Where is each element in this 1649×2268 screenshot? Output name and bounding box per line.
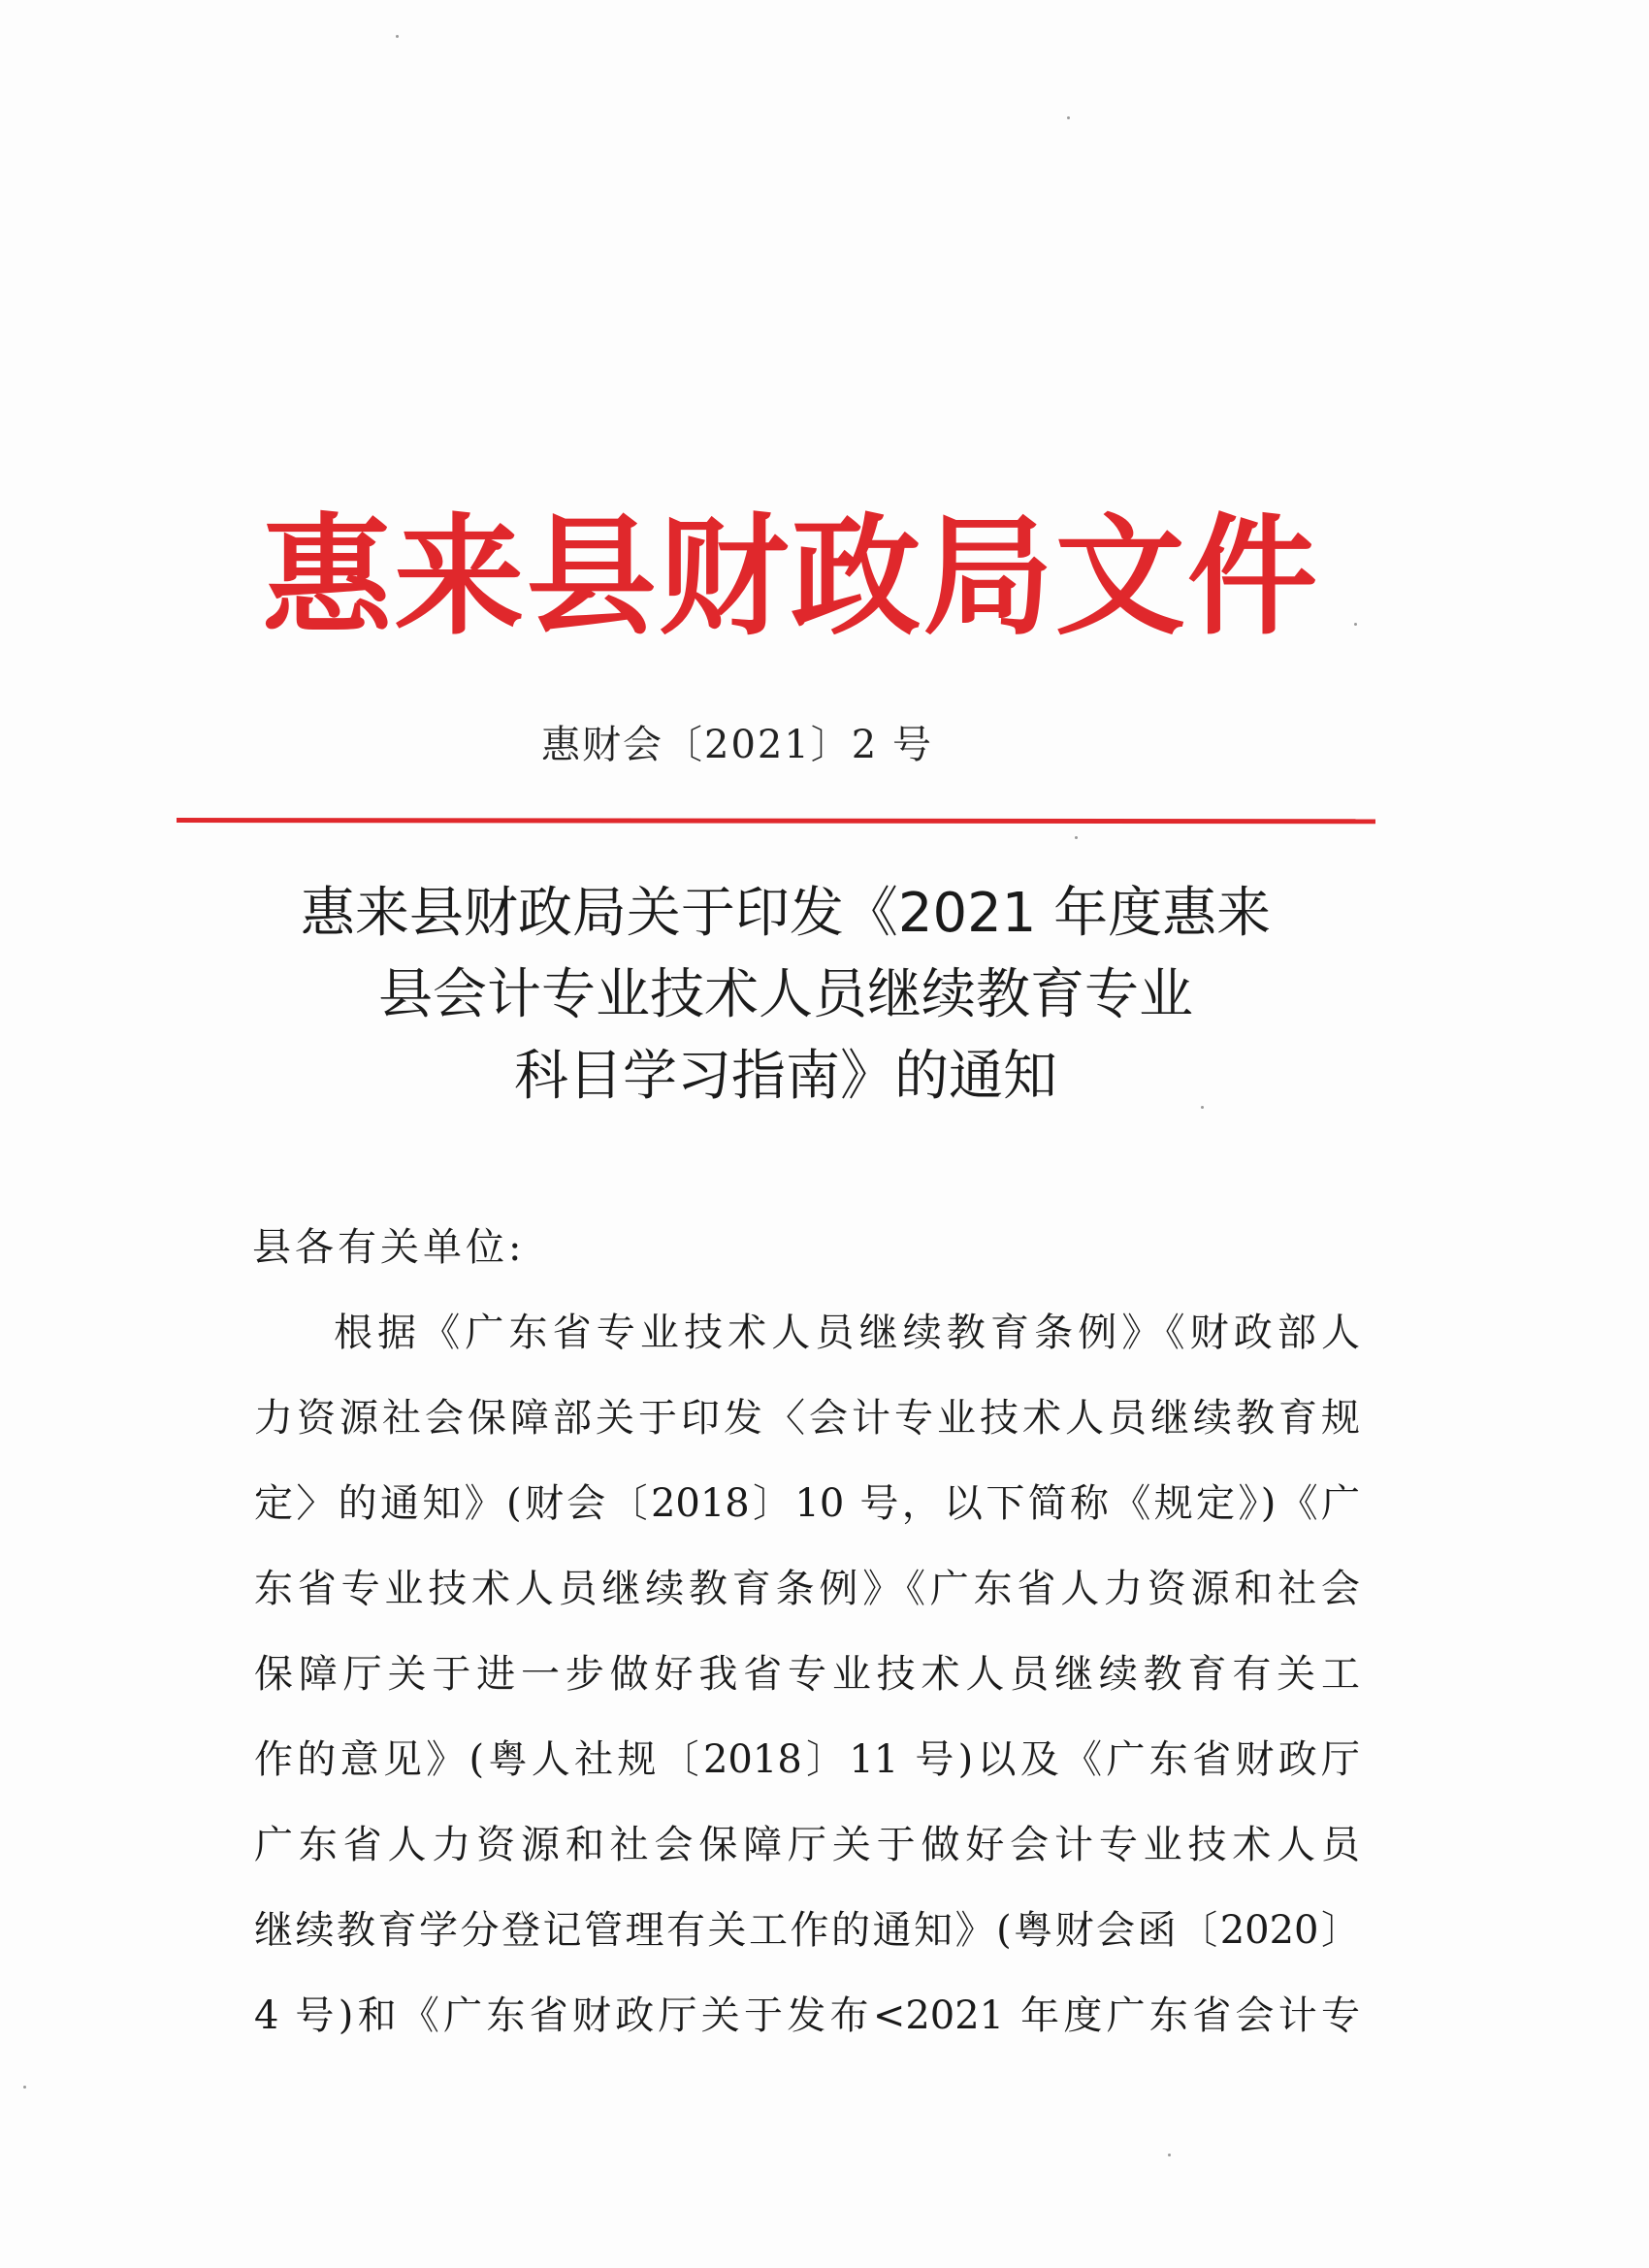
scan-speck — [1354, 623, 1357, 626]
scan-speck — [396, 35, 399, 38]
body-line: 保障厅关于进一步做好我省专业技术人员继续教育有关工 — [254, 1652, 1360, 1697]
salutation: 县各有关单位: — [252, 1225, 526, 1270]
notice-title — [194, 873, 1377, 1118]
title-line: 县会计专业技术人员继续教育专业 — [378, 963, 1193, 1026]
red-divider-line — [177, 818, 1375, 824]
body-line: 广东省人力资源和社会保障厅关于做好会计专业技术人员 — [254, 1823, 1360, 1867]
scan-speck — [1168, 2154, 1171, 2156]
title-line: 惠来县财政局关于印发《2021 年度惠来 — [300, 882, 1272, 945]
title-line: 科目学习指南》的通知 — [514, 1045, 1057, 1108]
body-line: 东省专业技术人员继续教育条例》《广东省人力资源和社会 — [254, 1567, 1360, 1611]
body-line: 4 号)和《广东省财政厅关于发布<2021 年度广东省会计专 — [254, 1993, 1360, 2038]
body-line: 作的意见》(粤人社规〔2018〕11 号)以及《广东省财政厅 — [254, 1737, 1360, 1782]
scan-speck — [1075, 836, 1078, 839]
scan-speck — [1067, 116, 1070, 119]
body-line: 定〉的通知》(财会〔2018〕10 号，以下简称《规定》)《广 — [254, 1481, 1360, 1526]
body-line: 力资源社会保障部关于印发〈会计专业技术人员继续教育规 — [254, 1396, 1360, 1441]
body-line: 继续教育学分登记管理有关工作的通知》(粤财会函〔2020〕 — [254, 1908, 1360, 1953]
scan-speck — [23, 2086, 26, 2089]
issuer-title: 惠来县财政局文件 — [262, 502, 1319, 653]
document-number: 惠财会〔2021〕2 号 — [541, 723, 933, 767]
body-line: 根据《广东省专业技术人员继续教育条例》《财政部人 — [334, 1311, 1360, 1355]
